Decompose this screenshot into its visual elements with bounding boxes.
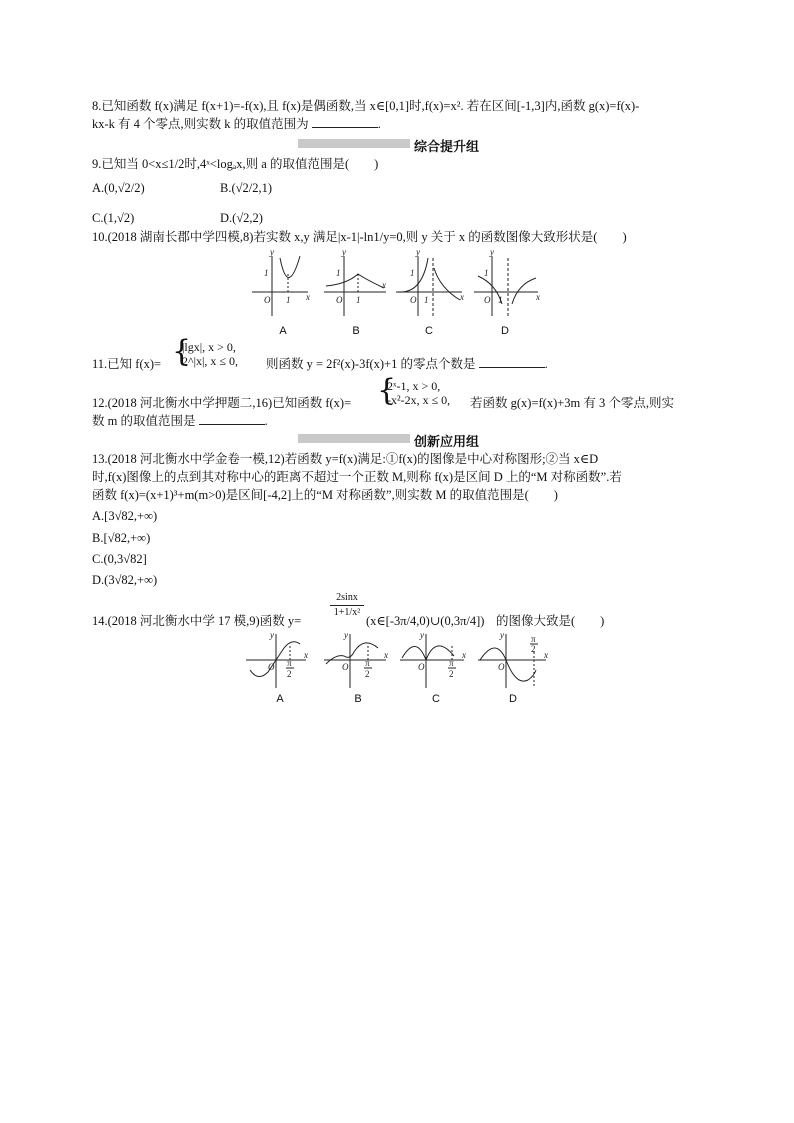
section-bar <box>298 434 410 443</box>
q14-frac-num: 2sinx <box>336 592 358 603</box>
svg-text:2: 2 <box>449 669 454 679</box>
q8-line2-text: kx-k 有 4 个零点,则实数 k 的取值范围为 <box>92 117 309 131</box>
q11-brace: { <box>172 334 192 369</box>
q9-option-b: B.(√2/2,1) <box>220 181 272 195</box>
q14-frac-den: 1+1/x² <box>333 607 361 618</box>
svg-text:2: 2 <box>531 644 536 654</box>
svg-text:y: y <box>342 248 346 257</box>
svg-text:x: x <box>462 650 466 660</box>
q14-graph-b <box>324 634 386 688</box>
svg-text:2: 2 <box>287 669 292 679</box>
svg-text:x: x <box>536 292 540 302</box>
q13-line2: 时,f(x)图像上的点到其对称中心的距离不超过一个正数 M,则称 f(x)是区间 D 上的“M 对称函数”.若 <box>92 470 622 484</box>
q11-case1: |lgx|, x > 0, <box>182 340 236 354</box>
svg-text:y: y <box>270 248 274 257</box>
q10-label-c: C <box>425 325 433 337</box>
section-title: 综合提升组 <box>414 139 480 154</box>
section-title: 创新应用组 <box>414 434 480 449</box>
svg-text:1: 1 <box>356 295 361 305</box>
q13-option-d: D.(3√82,+∞) <box>92 573 158 587</box>
q14-pre: 14.(2018 河北衡水中学 17 模,9)函数 y= <box>92 614 302 628</box>
q10-graph-d <box>474 256 538 316</box>
svg-text:O: O <box>410 295 417 305</box>
svg-text:O: O <box>418 662 425 672</box>
q10-graphs <box>252 248 552 324</box>
svg-text:O: O <box>342 662 349 672</box>
q12-pre: 12.(2018 河北衡水中学押题二,16)已知函数 f(x)= <box>92 396 352 410</box>
svg-text:O: O <box>264 295 271 305</box>
svg-text:y: y <box>500 630 504 640</box>
svg-text:π: π <box>365 658 370 668</box>
svg-text:x: x <box>382 280 386 290</box>
svg-text:π: π <box>449 658 454 668</box>
q13-option-b: B.[√82,+∞) <box>92 531 151 545</box>
q13-line3: 函数 f(x)=(x+1)³+m(m>0)是区间[-4,2]上的“M 对称函数”,则实数 M 的取值范围是( ) <box>92 488 558 502</box>
svg-text:O: O <box>498 662 505 672</box>
q10-label-a: A <box>279 325 287 337</box>
svg-text:1: 1 <box>336 268 341 278</box>
svg-text:1: 1 <box>498 295 503 305</box>
svg-text:O: O <box>268 662 275 672</box>
svg-text:1: 1 <box>484 268 489 278</box>
q14-label-a: A <box>276 693 284 705</box>
q14-graph-c <box>400 634 464 688</box>
svg-text:x: x <box>384 650 388 660</box>
svg-text:y: y <box>416 248 420 257</box>
q12-line2-text: 数 m 的取值范围是 <box>92 414 196 428</box>
q8-line2 <box>92 116 381 132</box>
svg-text:x: x <box>304 650 308 660</box>
section-bar <box>298 139 410 148</box>
q10-stem: 10.(2018 湖南长郡中学四模,8)若实数 x,y 满足|x-1|-ln1/y=0,则 y 关于 x 的函数图像大致形状是( ) <box>92 230 627 244</box>
q11-end: . <box>544 357 548 371</box>
svg-text:π: π <box>531 634 536 644</box>
svg-text:π: π <box>287 658 292 668</box>
q14-domain: (x∈[-3π/4,0)∪(0,3π/4]) <box>366 614 485 628</box>
q8-end: . <box>377 117 381 131</box>
q11-post: 则函数 y = 2f²(x)-3f(x)+1 的零点个数是 <box>266 357 476 371</box>
svg-text:1: 1 <box>286 295 291 305</box>
fraction-bar <box>330 605 364 606</box>
q11-case2: 2^|x|, x ≤ 0, <box>182 354 239 368</box>
q14-post: 的图像大致是( ) <box>496 614 605 628</box>
svg-text:O: O <box>336 295 343 305</box>
q14-label-b: B <box>354 693 362 705</box>
q12-end: . <box>264 414 268 428</box>
q14-label-c: C <box>432 693 440 705</box>
q14-label-d: D <box>509 693 517 705</box>
q14-graph-d <box>478 634 546 688</box>
answer-blank <box>199 413 265 425</box>
q12-case2: -x²-2x, x ≤ 0, <box>387 393 451 407</box>
svg-text:1: 1 <box>264 268 269 278</box>
q11-post-line <box>266 356 548 372</box>
answer-blank <box>312 116 378 128</box>
q13-option-c: C.(0,3√82] <box>92 552 147 566</box>
svg-text:y: y <box>270 630 274 640</box>
svg-text:y: y <box>420 630 424 640</box>
q14-graphs <box>244 630 554 692</box>
q12-brace: { <box>377 373 397 408</box>
svg-text:x: x <box>544 650 548 660</box>
svg-text:2: 2 <box>365 669 370 679</box>
q11-pre: 11.已知 f(x)= <box>92 357 162 371</box>
q9-option-c: C.(1,√2) <box>92 211 135 225</box>
answer-blank <box>479 356 545 368</box>
svg-text:1: 1 <box>424 295 429 305</box>
q10-label-b: B <box>352 325 360 337</box>
q10-graph-b <box>324 256 386 316</box>
q14-graph-a <box>246 634 306 688</box>
svg-text:1: 1 <box>410 268 415 278</box>
q9-option-a: A.(0,√2/2) <box>92 181 145 195</box>
svg-text:y: y <box>490 248 494 257</box>
q13-option-a: A.[3√82,+∞) <box>92 509 158 523</box>
q9-stem: 9.已知当 0<x≤1/2时,4ˣ<logₐx,则 a 的取值范围是( ) <box>92 157 379 171</box>
q12-line2 <box>92 413 268 429</box>
q10-graph-c <box>396 256 462 316</box>
q10-graph-a <box>252 256 308 316</box>
svg-text:x: x <box>306 292 310 302</box>
svg-text:O: O <box>484 295 491 305</box>
q14-fraction <box>330 592 364 619</box>
q13-line1: 13.(2018 河北衡水中学金卷一模,12)若函数 y=f(x)满足:①f(x)的图像是中心对称图形;②当 x∈D <box>92 452 599 466</box>
svg-text:y: y <box>344 630 348 640</box>
q12-post: 若函数 g(x)=f(x)+3m 有 3 个零点,则实 <box>470 396 675 410</box>
q12-case1: 2ˣ-1, x > 0, <box>387 379 441 393</box>
svg-text:x: x <box>460 292 464 302</box>
q8-line1: 8.已知函数 f(x)满足 f(x+1)=-f(x),且 f(x)是偶函数,当 x∈[0,1]时,f(x)=x². 若在区间[-1,3]内,函数 g(x)=f(x)- <box>92 99 640 113</box>
q9-option-d: D.(√2,2) <box>220 211 263 225</box>
q10-label-d: D <box>501 325 509 337</box>
